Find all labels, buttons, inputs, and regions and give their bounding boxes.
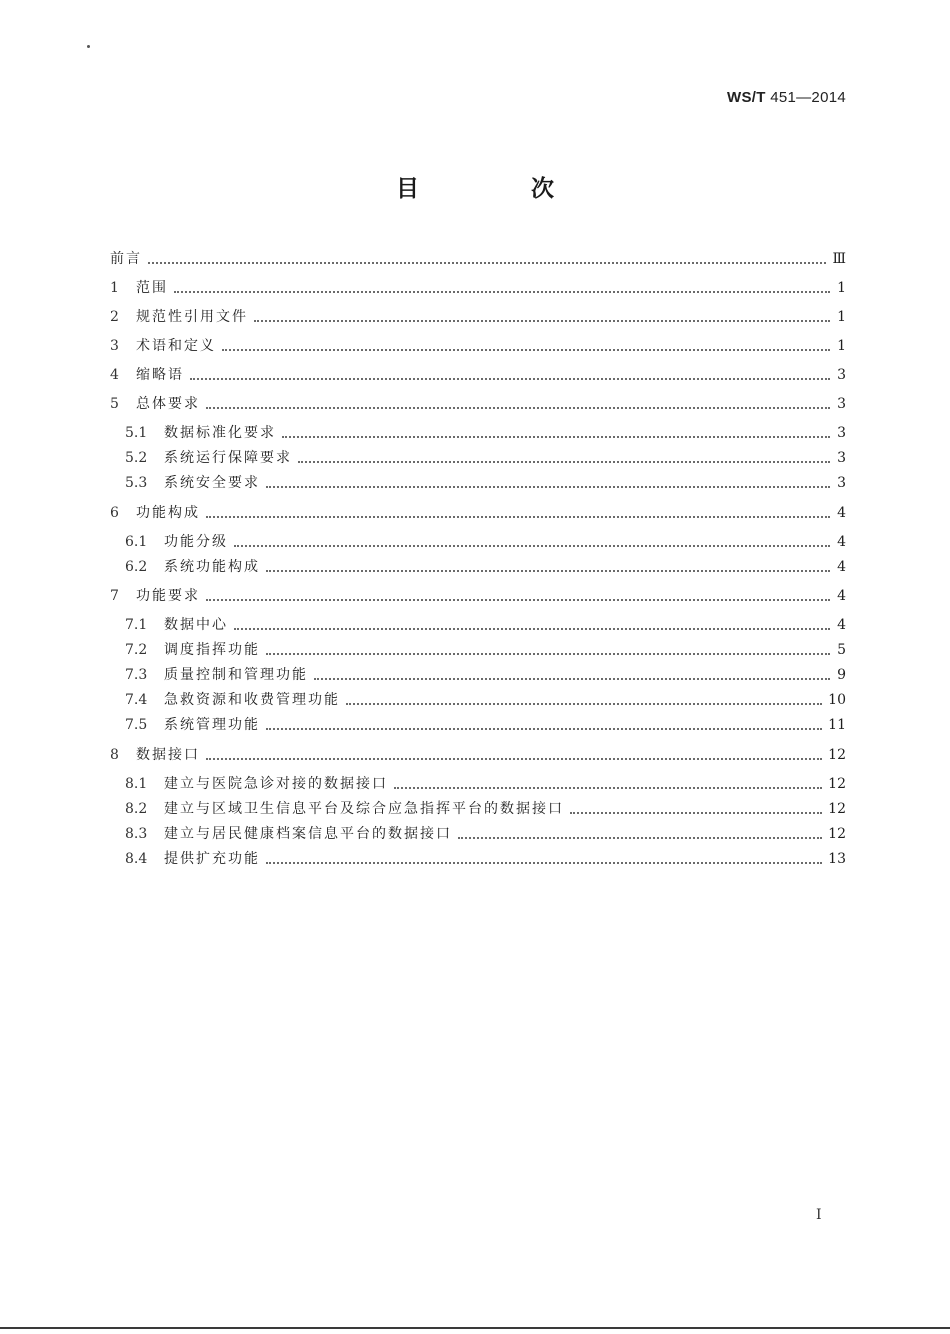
dot-leader [314, 678, 830, 680]
toc-entry[interactable] [110, 472, 846, 494]
toc-entry-label: 质量控制和管理功能 [164, 667, 308, 683]
toc-entry-page: 4 [837, 534, 846, 550]
toc-entry-page: 3 [837, 396, 846, 412]
toc-entry-label: 范围 [136, 280, 168, 296]
dot-leader [190, 378, 830, 380]
toc-entry-label: 急救资源和收费管理功能 [164, 692, 340, 708]
toc-entry-number: 8.3 [125, 826, 148, 842]
toc-entry-number: 8.1 [125, 776, 148, 792]
dot-leader [234, 545, 830, 547]
toc-entry-page: 12 [828, 801, 846, 817]
toc-entry-label: 提供扩充功能 [164, 851, 260, 867]
toc-entry[interactable] [110, 502, 846, 524]
toc-entry-page: 12 [828, 776, 846, 792]
dot-leader [266, 862, 822, 864]
toc-entry-number: 3 [110, 338, 119, 354]
toc-entry-page: 3 [837, 425, 846, 441]
toc-entry-number: 5.2 [125, 450, 148, 466]
toc-entry[interactable] [110, 744, 846, 766]
toc-entry-number: 2 [110, 309, 119, 325]
dot-leader [282, 436, 830, 438]
dot-leader [346, 703, 822, 705]
toc-entry[interactable] [110, 689, 846, 711]
toc-entry-label: 规范性引用文件 [136, 309, 248, 325]
standard-prefix: WS/T [727, 89, 766, 106]
scan-speck [87, 45, 90, 48]
toc-entry-number: 4 [110, 367, 119, 383]
dot-leader [266, 486, 830, 488]
dot-leader [206, 516, 830, 518]
toc-entry-page: 9 [837, 667, 846, 683]
toc-entry[interactable] [110, 248, 846, 270]
dot-leader [570, 812, 822, 814]
toc-entry-page: 1 [837, 309, 846, 325]
toc-entry-page: 3 [837, 367, 846, 383]
toc-entry-label: 建立与居民健康档案信息平台的数据接口 [164, 826, 452, 842]
toc-entry-page: 12 [828, 826, 846, 842]
toc-entry-label: 总体要求 [136, 396, 200, 412]
toc-entry[interactable] [110, 556, 846, 578]
toc-entry-label: 系统安全要求 [164, 475, 260, 491]
toc-entry-page: Ⅲ [832, 251, 846, 267]
dot-leader [266, 653, 830, 655]
toc-entry[interactable] [110, 714, 846, 736]
toc-entry[interactable] [110, 585, 846, 607]
standard-code: 451—2014 [770, 89, 846, 106]
toc-entry-page: 5 [837, 642, 846, 658]
toc-entry-page: 1 [837, 280, 846, 296]
toc-entry[interactable] [110, 277, 846, 299]
dot-leader [298, 461, 830, 463]
toc-entry-label: 数据接口 [136, 747, 200, 763]
toc-entry-page: 13 [828, 851, 846, 867]
toc-entry-label: 建立与区域卫生信息平台及综合应急指挥平台的数据接口 [164, 801, 564, 817]
toc-entry-number: 8.2 [125, 801, 148, 817]
dot-leader [254, 320, 830, 322]
toc-entry[interactable] [110, 447, 846, 469]
dot-leader [206, 407, 830, 409]
dot-leader [148, 262, 826, 264]
toc-entry-label: 系统管理功能 [164, 717, 260, 733]
toc-entry-page: 4 [837, 588, 846, 604]
toc-entry-label: 数据标准化要求 [164, 425, 276, 441]
toc-entry-number: 6.1 [125, 534, 148, 550]
toc-entry-number: 8 [110, 747, 119, 763]
toc-entry-label: 功能分级 [164, 534, 228, 550]
toc-entry-number: 5.1 [125, 425, 148, 441]
toc-entry-label: 功能要求 [136, 588, 200, 604]
standard-number [727, 89, 846, 106]
toc-entry-number: 5 [110, 396, 119, 412]
toc-entry-page: 3 [837, 450, 846, 466]
toc-entry-number: 1 [110, 280, 119, 296]
dot-leader [458, 837, 822, 839]
page-number: Ⅰ [816, 1207, 822, 1223]
toc-entry-number: 8.4 [125, 851, 148, 867]
dot-leader [174, 291, 830, 293]
toc-entry-page: 10 [828, 692, 846, 708]
dot-leader [266, 570, 830, 572]
toc-entry-number: 6 [110, 505, 119, 521]
toc-entry-number: 7.5 [125, 717, 148, 733]
toc-entry[interactable] [110, 393, 846, 415]
toc-entry[interactable] [110, 422, 846, 444]
toc-entry[interactable] [110, 306, 846, 328]
dot-leader [394, 787, 822, 789]
toc-entry[interactable] [110, 531, 846, 553]
toc-entry[interactable] [110, 798, 846, 820]
dot-leader [266, 728, 822, 730]
bottom-rule [0, 1327, 950, 1329]
toc-entry-number: 7.4 [125, 692, 148, 708]
toc-entry-number: 7.2 [125, 642, 148, 658]
toc-entry-label: 前言 [110, 251, 142, 267]
toc-entry[interactable] [110, 639, 846, 661]
toc-title: 目 次 [395, 176, 606, 202]
toc-entry-label: 调度指挥功能 [164, 642, 260, 658]
dot-leader [206, 599, 830, 601]
toc-entry[interactable] [110, 848, 846, 870]
toc-entry-label: 建立与医院急诊对接的数据接口 [164, 776, 388, 792]
toc-entry-page: 11 [828, 717, 846, 733]
toc-entry-label: 系统运行保障要求 [164, 450, 292, 466]
toc-entry-label: 数据中心 [164, 617, 228, 633]
toc-entry[interactable] [110, 823, 846, 845]
toc-entry-label: 功能构成 [136, 505, 200, 521]
toc-entry-page: 1 [837, 338, 846, 354]
toc-entry-number: 7.3 [125, 667, 148, 683]
toc-entry-number: 6.2 [125, 559, 148, 575]
toc-entry[interactable] [110, 664, 846, 686]
toc-entry-label: 系统功能构成 [164, 559, 260, 575]
dot-leader [222, 349, 830, 351]
toc-entry[interactable] [110, 364, 846, 386]
toc-entry-label: 缩略语 [136, 367, 184, 383]
dot-leader [234, 628, 830, 630]
toc-entry[interactable] [110, 773, 846, 795]
toc-entry-number: 7 [110, 588, 119, 604]
toc-entry-number: 7.1 [125, 617, 148, 633]
toc-entry-page: 4 [837, 559, 846, 575]
toc-entry-page: 4 [837, 505, 846, 521]
toc-entry-page: 3 [837, 475, 846, 491]
toc-entry[interactable] [110, 614, 846, 636]
dot-leader [206, 758, 822, 760]
toc-entry-label: 术语和定义 [136, 338, 216, 354]
toc-entry-page: 4 [837, 617, 846, 633]
toc-entry[interactable] [110, 335, 846, 357]
toc-entry-page: 12 [828, 747, 846, 763]
toc-entry-number: 5.3 [125, 475, 148, 491]
